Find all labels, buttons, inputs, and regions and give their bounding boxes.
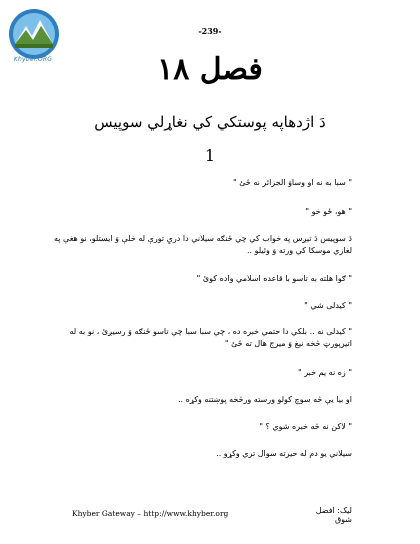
paragraph: " ګوا هلته به تاسو با قاعده اسلامي واده کوئ " bbox=[196, 274, 352, 283]
section-number: 1 bbox=[204, 146, 216, 165]
paragraph: دَ سوپيس دَ تيږس په خواب کي چي ځنګه سيلاني دا دريِ تورې له خلې وَ ايستلو، نو هغې په لغازي موسکا کي ورته وَ وئيلو .. bbox=[53, 234, 352, 255]
paragraph: او بيا يې څه سوچ کولو ورسته ورڅخه پوښتنه وکړه .. bbox=[177, 395, 352, 404]
page-number: -239- bbox=[198, 26, 222, 36]
paragraph: " کيدلی شي " bbox=[304, 301, 352, 310]
paragraph: سيلاني يو دم له حيرته سوال تري وکړو .. bbox=[216, 449, 352, 458]
chapter-subtitle: دَ اژدهاپه پوستکي کي نغاړلي سوپيس bbox=[94, 113, 326, 131]
paragraph: " لاکن نه څه خبره شوي ؟ " bbox=[259, 422, 352, 431]
footer-website: Khyber Gateway – http://www.khyber.org bbox=[72, 509, 229, 518]
paragraph: " سبا به نه او وساوَ الجزائر نه ځئ " bbox=[232, 178, 352, 187]
footer-author: ليک: افضل شوق bbox=[315, 506, 352, 524]
chapter-title: فصل ١٨ bbox=[157, 52, 263, 87]
paragraph: " هو، ځو خو " bbox=[305, 207, 352, 216]
paragraph: " زه نه يم خبر " bbox=[298, 368, 352, 377]
paragraph: " کيدلی نه .. بلکي دا حتمي خبره ده ، چي سبا سبا چي تاسو ځنګه وَ رسيږئ ، نو به له اتيرپورټ څخه نيغ وَ ميرج هال ته ځئ " bbox=[69, 327, 352, 348]
logo-caption: Khyber.ORG bbox=[13, 56, 53, 63]
